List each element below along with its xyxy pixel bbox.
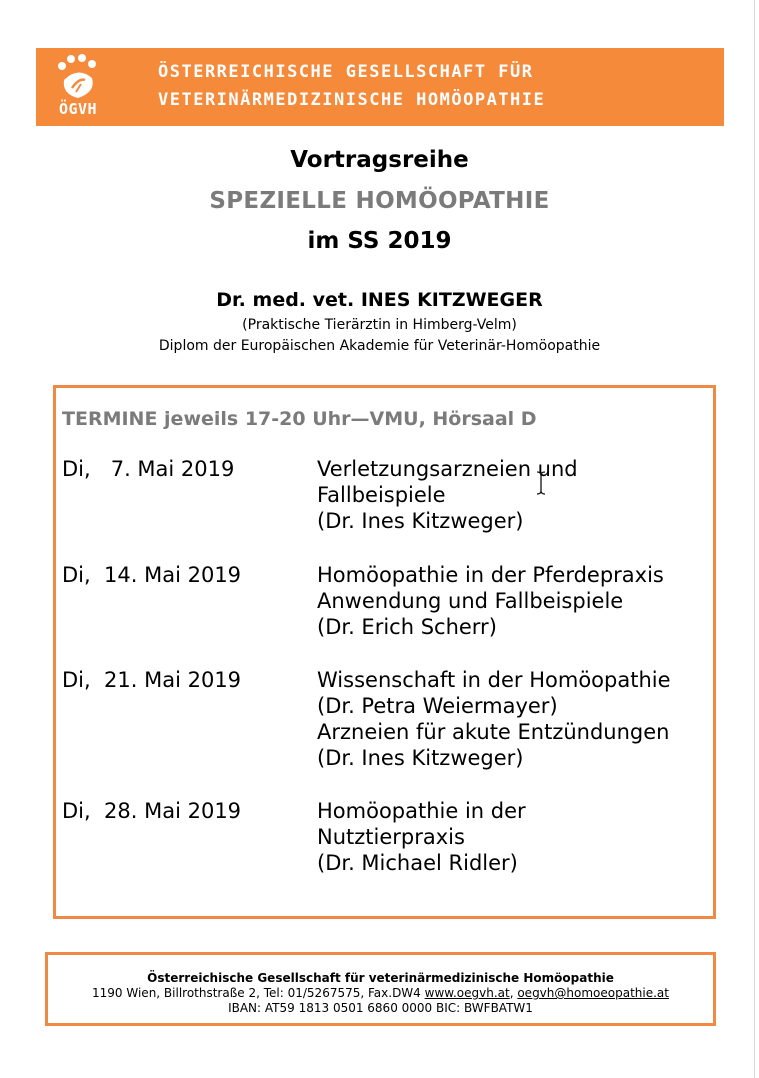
entry-line: (Dr. Petra Weiermayer) xyxy=(317,694,558,718)
entry-line: Nutztierpraxis xyxy=(317,825,465,849)
footer-separator: , xyxy=(509,986,518,1000)
entry-line: Homöopathie in der Pferdepraxis xyxy=(317,563,664,587)
text-cursor-icon xyxy=(534,470,548,496)
entry-date: Di, 7. Mai 2019 xyxy=(62,457,235,481)
page-title: Vortragsreihe xyxy=(290,147,469,173)
footer-box xyxy=(45,952,716,1026)
speaker-name: Dr. med. vet. INES KITZWEGER xyxy=(216,289,543,311)
entry-line: Wissenschaft in der Homöopathie xyxy=(317,668,671,692)
entry-description xyxy=(317,562,664,640)
oegvh-logo xyxy=(52,54,104,120)
entry-line: (Dr. Erich Scherr) xyxy=(317,615,497,639)
speaker-role: (Praktische Tierärztin in Himberg-Velm) xyxy=(242,317,517,333)
header-banner xyxy=(36,48,724,126)
logo-text: ÖGVH xyxy=(58,100,98,118)
entry-description xyxy=(317,667,671,771)
footer-contact xyxy=(48,986,713,1000)
entry-line: Arzneien für akute Entzündungen xyxy=(317,720,670,744)
email-link[interactable]: oegvh@homoeopathie.at xyxy=(517,986,669,1000)
entry-line: (Dr. Michael Ridler) xyxy=(317,851,518,875)
speaker-diploma: Diplom der Europäischen Akademie für Veterinär-Homöopathie xyxy=(158,338,601,354)
footer-address: 1190 Wien, Billrothstraße 2, Tel: 01/5267575, Fax.DW4 xyxy=(92,986,425,1000)
entry-date: Di, 28. Mai 2019 xyxy=(62,799,242,823)
entry-date: Di, 21. Mai 2019 xyxy=(62,668,242,692)
schedule-heading: TERMINE jeweils 17-20 Uhr—VMU, Hörsaal D xyxy=(62,408,537,430)
schedule-box xyxy=(53,385,716,919)
banner-line-2: VETERINÄRMEDIZINISCHE HOMÖOPATHIE xyxy=(158,90,546,110)
entry-line: (Dr. Ines Kitzweger) xyxy=(317,746,524,770)
website-link[interactable]: www.oegvh.at xyxy=(424,986,510,1000)
footer-bank: IBAN: AT59 1813 0501 6860 0000 BIC: BWFBATW1 xyxy=(228,1001,533,1015)
entry-line: Fallbeispiele xyxy=(317,483,446,507)
entry-description xyxy=(317,798,526,876)
entry-line: Anwendung und Fallbeispiele xyxy=(317,589,624,613)
term-label: im SS 2019 xyxy=(307,228,452,254)
entry-line: (Dr. Ines Kitzweger) xyxy=(317,509,524,533)
banner-line-1: ÖSTERREICHISCHE GESELLSCHAFT FÜR xyxy=(158,62,534,82)
entry-line: Homöopathie in der xyxy=(317,799,526,823)
page-subtitle: SPEZIELLE HOMÖOPATHIE xyxy=(209,188,550,214)
entry-line: Verletzungsarzneien und xyxy=(317,457,578,481)
footer-org: Österreichische Gesellschaft für veterinärmedizinische Homöopathie xyxy=(147,971,614,985)
entry-date: Di, 14. Mai 2019 xyxy=(62,563,242,587)
